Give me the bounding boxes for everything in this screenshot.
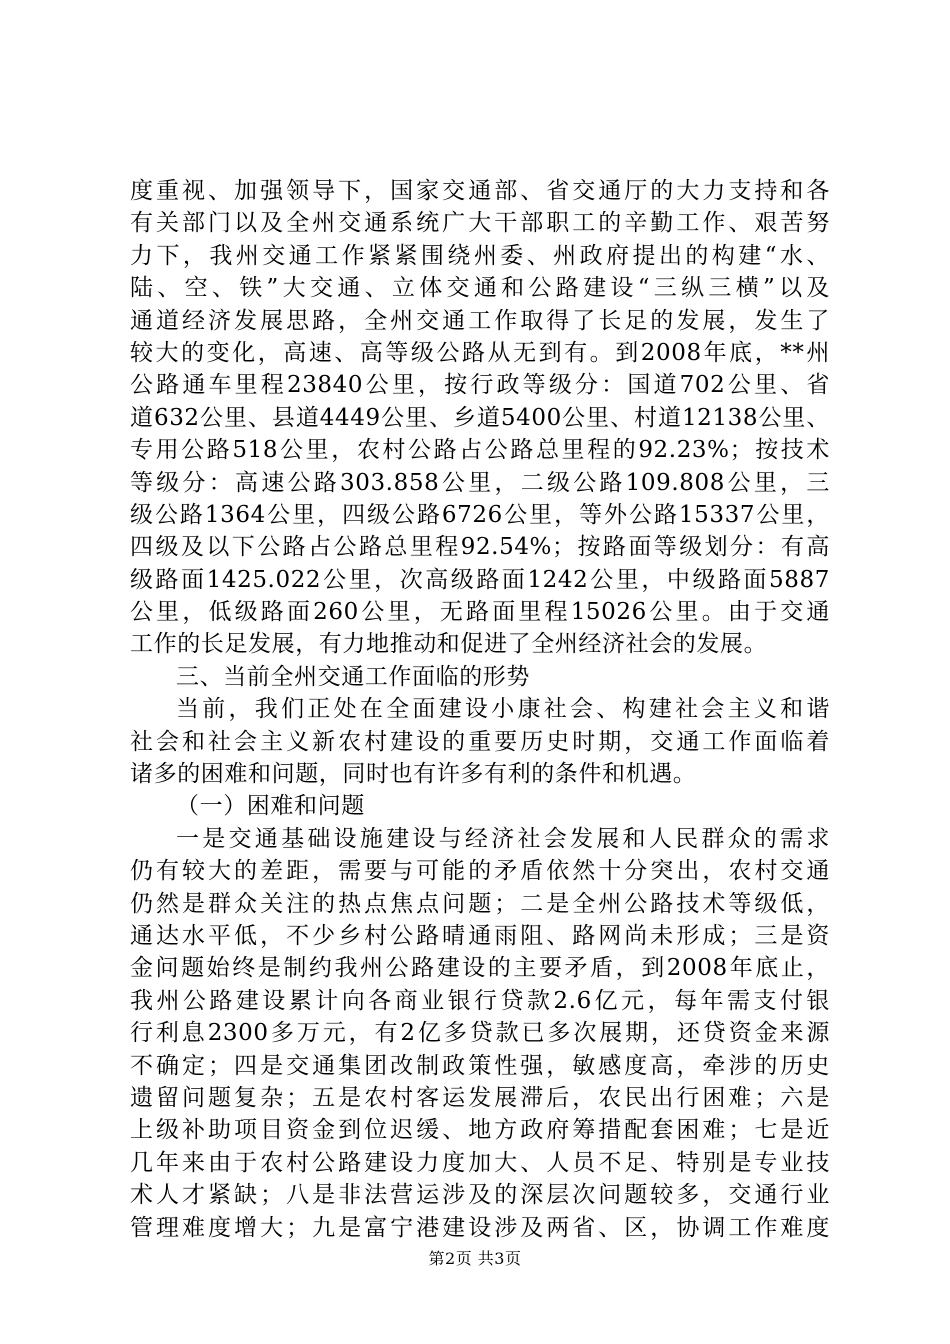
text-line: 金问题始终是制约我州公路建设的主要矛盾，到2008年底止， — [130, 955, 830, 982]
text-line: 工作的长足发展，有力地推动和促进了全州经济社会的发展。 — [130, 631, 768, 658]
text-line: 通道经济发展思路，全州交通工作取得了长足的发展，发生了 — [130, 307, 830, 334]
text-line: 较大的变化，高速、高等级公路从无到有。到2008年底，**州 — [130, 339, 830, 366]
text-line: 仍有较大的差距，需要与可能的矛盾依然十分突出，农村交通 — [130, 858, 830, 885]
text-line: 四级及以下公路占公路总里程92.54%；按路面等级划分：有高 — [130, 534, 830, 561]
text-line: 仍然是群众关注的热点焦点问题；二是全州公路技术等级低， — [130, 890, 830, 917]
text-line: 术人才紧缺；八是非法营运涉及的深层次问题较多，交通行业 — [130, 1182, 830, 1209]
text-line: 一是交通基础设施建设与经济社会发展和人民群众的需求 — [176, 825, 830, 852]
text-line: 陆、空、铁”大交通、立体交通和公路建设“三纵三横”以及 — [130, 275, 830, 302]
text-line: 当前，我们正处在全面建设小康社会、构建社会主义和谐 — [176, 696, 830, 723]
subsection-heading: （一）困难和问题 — [176, 793, 365, 820]
body-text — [130, 175, 830, 1244]
text-line: 遗留问题复杂；五是农村客运发展滞后，农民出行困难；六是 — [130, 1084, 830, 1111]
text-line: 诸多的困难和问题，同时也有许多有利的条件和机遇。 — [130, 761, 697, 788]
text-line: 管理难度增大；九是富宁港建设涉及两省、区，协调工作难度 — [130, 1214, 830, 1241]
text-line: 有关部门以及全州交通系统广大干部职工的辛勤工作、艰苦努 — [130, 210, 830, 237]
text-line: 不确定；四是交通集团改制政策性强，敏感度高，牵涉的历史 — [130, 1052, 830, 1079]
text-line: 行利息2300多万元，有2亿多贷款已多次展期，还贷资金来源 — [130, 1020, 830, 1047]
text-line: 通达水平低，不少乡村公路晴通雨阻、路网尚未形成；三是资 — [130, 922, 830, 949]
text-line: 级公路1364公里，四级公路6726公里，等外公路15337公里， — [130, 501, 830, 528]
text-line: 社会和社会主义新农村建设的重要历史时期，交通工作面临着 — [130, 728, 830, 755]
page-footer: 第2页 共3页 — [428, 1249, 522, 1268]
text-line: 力下，我州交通工作紧紧围绕州委、州政府提出的构建“水、 — [130, 242, 830, 269]
text-line: 专用公路518公里，农村公路占公路总里程的92.23%；按技术 — [130, 437, 830, 464]
text-line: 公里，低级路面260公里，无路面里程15026公里。由于交通 — [130, 599, 830, 626]
text-line: 上级补助项目资金到位迟缓、地方政府筹措配套困难；七是近 — [130, 1117, 830, 1144]
text-line: 等级分：高速公路303.858公里，二级公路109.808公里，三 — [130, 469, 830, 496]
text-line: 度重视、加强领导下，国家交通部、省交通厅的大力支持和各 — [130, 178, 830, 204]
text-line: 级路面1425.022公里，次高级路面1242公里，中级路面5887 — [130, 566, 830, 593]
text-line: 我州公路建设累计向各商业银行贷款2.6亿元，每年需支付银 — [130, 987, 830, 1014]
text-line: 道632公里、县道4449公里、乡道5400公里、村道12138公里、 — [130, 404, 830, 431]
text-line: 几年来由于农村公路建设力度加大、人员不足、特别是专业技 — [130, 1149, 830, 1176]
section-heading: 三、当前全州交通工作面临的形势 — [176, 663, 530, 690]
text-line: 公路通车里程23840公里，按行政等级分：国道702公里、省 — [130, 372, 830, 399]
